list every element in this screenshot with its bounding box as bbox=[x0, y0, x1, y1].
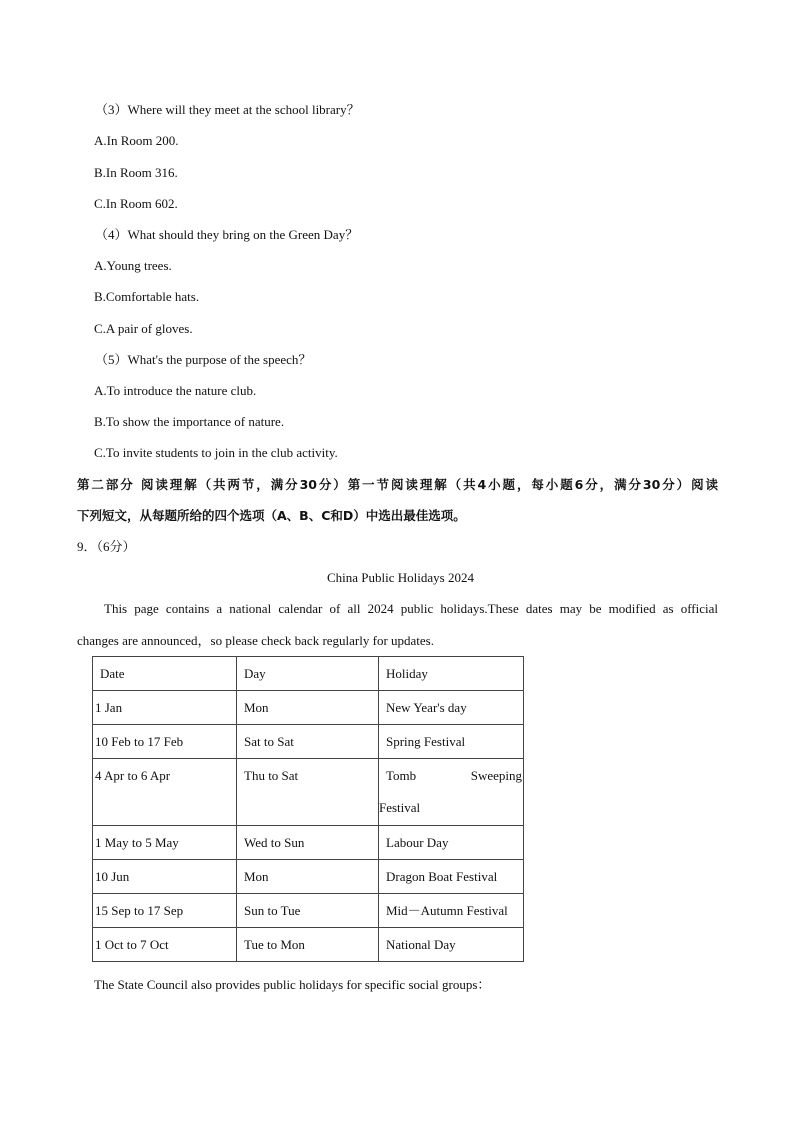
cell-date: 15 Sep to 17 Sep bbox=[95, 903, 184, 918]
table-row bbox=[93, 691, 524, 725]
question-5-option-a: A.To introduce the nature club. bbox=[94, 383, 257, 398]
cell-date: 1 Jan bbox=[95, 700, 123, 715]
cell-holiday-word-1: Tomb bbox=[386, 768, 417, 783]
cell-date: 10 Feb to 17 Feb bbox=[95, 734, 184, 749]
cell-date: 4 Apr to 6 Apr bbox=[95, 768, 171, 783]
cell-holiday-word-2: Sweeping bbox=[470, 768, 522, 783]
question-4-stem: （4）What should they bring on the Green Day？ bbox=[95, 227, 359, 242]
cell-holiday: Dragon Boat Festival bbox=[386, 869, 498, 884]
table-row bbox=[93, 759, 524, 826]
passage-intro-line-1: This page contains a national calendar of all 2024 public holidays.These dates may be modified as official bbox=[104, 601, 718, 616]
passage-footer-line: The State Council also provides public holidays for specific social groups： bbox=[94, 977, 491, 992]
cell-day: Wed to Sun bbox=[244, 835, 305, 850]
cell-date: 10 Jun bbox=[95, 869, 130, 884]
question-5-option-c: C.To invite students to join in the club activity. bbox=[94, 445, 338, 460]
cell-holiday: Labour Day bbox=[386, 835, 449, 850]
question-4-option-a: A.Young trees. bbox=[94, 258, 172, 273]
question-4-option-b: B.Comfortable hats. bbox=[94, 289, 200, 304]
cell-day: Tue to Mon bbox=[244, 937, 305, 952]
header-holiday: Holiday bbox=[386, 666, 428, 681]
cell-day: Mon bbox=[244, 869, 269, 884]
question-4-option-c: C.A pair of gloves. bbox=[94, 321, 193, 336]
section-heading-line-2: 下列短文，从每题所给的四个选项（A、B、C和D）中选出最佳选项。 bbox=[77, 508, 466, 523]
cell-holiday: New Year's day bbox=[386, 700, 467, 715]
passage-intro-line-2: changes are announced，so please check back regularly for updates. bbox=[77, 633, 434, 648]
cell-holiday: National Day bbox=[386, 937, 456, 952]
passage-title: China Public Holidays 2024 bbox=[327, 570, 474, 585]
cell-day: Sat to Sat bbox=[244, 734, 294, 749]
cell-holiday: Spring Festival bbox=[386, 734, 466, 749]
table-header-row bbox=[93, 657, 524, 691]
question-3-stem: （3）Where will they meet at the school library？ bbox=[95, 102, 360, 117]
cell-day: Mon bbox=[244, 700, 269, 715]
section-heading-line-1: 第二部分 阅读理解（共两节，满分30分）第一节阅读理解（共4小题，每小题6分，满分30分）阅读 bbox=[77, 477, 718, 492]
question-3-option-b: B.In Room 316. bbox=[94, 165, 178, 180]
header-day: Day bbox=[244, 666, 266, 681]
holiday-table bbox=[92, 656, 524, 962]
header-date: Date bbox=[100, 666, 125, 681]
cell-date: 1 May to 5 May bbox=[95, 835, 179, 850]
cell-day: Thu to Sat bbox=[244, 768, 299, 783]
table-row bbox=[93, 725, 524, 759]
table-row bbox=[93, 826, 524, 860]
cell-day: Sun to Tue bbox=[244, 903, 301, 918]
cell-holiday bbox=[379, 759, 523, 816]
question-number: 9．（6分） bbox=[77, 539, 136, 554]
question-5-option-b: B.To show the importance of nature. bbox=[94, 414, 285, 429]
question-3-option-a: A.In Room 200. bbox=[94, 133, 179, 148]
question-3-option-c: C.In Room 602. bbox=[94, 196, 178, 211]
table-row bbox=[93, 928, 524, 962]
question-5-stem: （5）What's the purpose of the speech？ bbox=[95, 352, 312, 367]
cell-holiday-word-3: Festival bbox=[379, 800, 421, 815]
table-row bbox=[93, 860, 524, 894]
cell-holiday: Mid－Autumn Festival bbox=[386, 903, 508, 918]
table-row bbox=[93, 894, 524, 928]
cell-date: 1 Oct to 7 Oct bbox=[95, 937, 169, 952]
